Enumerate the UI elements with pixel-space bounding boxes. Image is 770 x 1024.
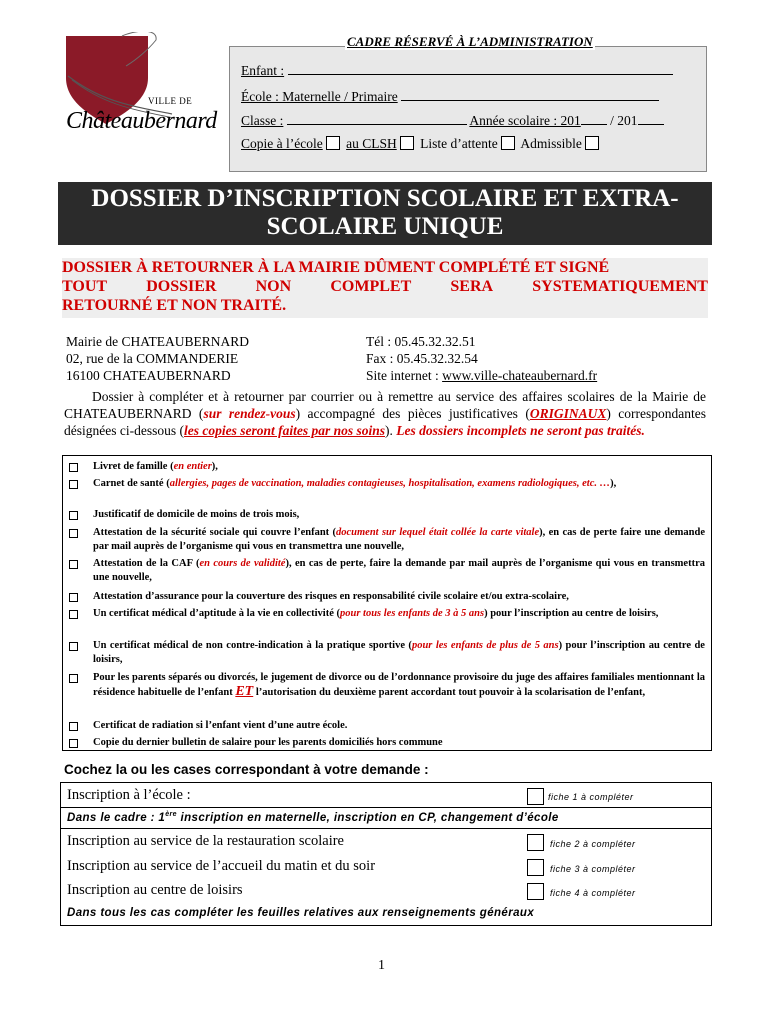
documents-checklist [62,455,712,751]
checklist-square-icon [69,560,78,569]
checklist-square-icon [69,674,78,683]
ecole-context: Dans le cadre : 1ère inscription en maternelle, inscription en CP, changement d’école [67,811,559,824]
copie-label: Copie à l’école [241,136,323,151]
address-line-1: Mairie de CHATEAUBERNARD [66,334,249,349]
clsh-label: au CLSH [346,136,397,151]
request-footer: Dans tous les cas compléter les feuilles relatives aux renseignements généraux [67,907,535,919]
attente-checkbox[interactable] [501,136,515,150]
checklist-square-icon [69,739,78,748]
request-title: Cochez la ou les cases correspondant à votre demande : [64,762,429,777]
request-divider [61,828,711,829]
logo-city-name: Châteaubernard [66,108,217,134]
checklist-item: Certificat de radiation si l’enfant vient d’une autre école. [69,719,705,733]
checklist-item: Copie du dernier bulletin de salaire pour les parents domiciliés hors commune [69,736,705,750]
checklist-item: Pour les parents séparés ou divorcés, le jugement de divorce ou de l’ordonnance provisoire du juge des affaires familiales mentionnant la résidence habituelle de l’enfant ET l’autorisation du deuxième parent accordant tout pouvoir à la scolarisation de l’enfant, [69,671,705,700]
checklist-square-icon [69,610,78,619]
contact-tel: Tél : 05.45.32.32.51 [366,334,476,349]
enfant-field[interactable] [288,62,673,75]
checklist-square-icon [69,642,78,651]
checklist-square-icon [69,722,78,731]
page-number: 1 [378,958,385,973]
checklist-square-icon [69,511,78,520]
annee-sep: / 201 [610,113,638,128]
mairie-contact [366,333,597,384]
admissible-label: Admissible [520,136,582,151]
checklist-item: Attestation d’assurance pour la couverture des risques en responsabilité civile scolaire et/ou extra-scolaire, [69,590,705,604]
ecole-checkbox[interactable] [527,788,544,805]
loisirs-checkbox[interactable] [527,883,544,900]
checklist-item: Un certificat médical d’aptitude à la vie en collectivité (pour tous les enfants de 3 à 5 ans) pour l’inscription au centre de loisirs, [69,607,705,621]
request-divider [61,807,711,808]
request-ecole-label: Inscription à l’école : [67,787,191,803]
admin-copie-row [241,136,602,152]
checklist-item: Un certificat médical de non contre-indication à la pratique sportive (pour les enfants de plus de 5 ans) pour l’inscription au centre de loisirs, [69,639,705,667]
accueil-checkbox[interactable] [527,859,544,876]
request-loisirs-label: Inscription au centre de loisirs [67,882,243,898]
website-link[interactable]: www.ville-chateaubernard.fr [442,368,598,383]
address-line-3: 16100 CHATEAUBERNARD [66,368,231,383]
classe-field[interactable] [287,112,467,125]
notice-line-1: DOSSIER À RETOURNER À LA MAIRIE DÛMENT COMPLÉTÉ ET SIGNÉ [62,259,610,276]
logo-ville-de: VILLE DE [148,96,193,106]
title-line-1: DOSSIER D’INSCRIPTION SCOLAIRE ET EXTRA- [91,185,679,212]
admin-classe-row [241,112,664,129]
fiche-3-label: fiche 3 à compléter [550,864,636,874]
notice-line-2: TOUT DOSSIER NON COMPLET SERA SYSTEMATIQUEMENT [62,278,708,295]
fiche-2-label: fiche 2 à compléter [550,839,636,849]
mairie-address [66,333,249,384]
enfant-label: Enfant : [241,63,285,78]
request-restauration-label: Inscription au service de la restauration scolaire [67,833,344,849]
fiche-1-label: fiche 1 à compléter [548,792,634,802]
admin-ecole-row [241,88,659,105]
contact-fax: Fax : 05.45.32.32.54 [366,351,478,366]
title-line-2: SCOLAIRE UNIQUE [266,213,504,240]
annee-end-field[interactable] [638,112,664,125]
intro-paragraph: Dossier à compléter et à retourner par courrier ou à remettre au service des affaires scolaires de la Mairie de CHATEAUBERNARD (sur rendez-vous) accompagné des pièces justificatives (ORIGINAUX) correspondantes désignées ci-dessous (les copies seront faites par nos soins). Les dossiers incomplets ne seront pas traités. [64,389,707,438]
checklist-square-icon [69,529,78,538]
contact-site: Site internet : www.ville-chateaubernard.fr [366,368,598,383]
checklist-square-icon [69,593,78,602]
checklist-item: Livret de famille (en entier), [69,460,705,474]
annee-label: Année scolaire : 201 [469,113,581,128]
admissible-checkbox[interactable] [585,136,599,150]
document-title [58,182,712,245]
copie-ecole-checkbox[interactable] [326,136,340,150]
checklist-item: Attestation de la sécurité sociale qui couvre l’enfant (document sur lequel était collée la carte vitale), en cas de perte faire une demande par mail auprès de l’organisme qui vous en transmettra une nouvelle, [69,526,705,554]
clsh-checkbox[interactable] [400,136,414,150]
checklist-square-icon [69,463,78,472]
return-notice [62,258,708,318]
attente-label: Liste d’attente [420,136,498,151]
notice-line-3: RETOURNÉ ET NON TRAITÉ. [62,297,287,314]
request-box [60,782,712,926]
checklist-square-icon [69,480,78,489]
admin-enfant-row [241,62,673,79]
fiche-4-label: fiche 4 à compléter [550,888,636,898]
classe-label: Classe : [241,113,284,128]
checklist-item: Carnet de santé (allergies, pages de vaccination, maladies contagieuses, hospitalisation, examens radiologiques, etc. …), [69,477,705,491]
admin-title: CADRE RÉSERVÉ À L’ADMINISTRATION [347,34,593,49]
annee-start-field[interactable] [581,112,607,125]
ecole-label: École : Maternelle / Primaire [241,89,398,104]
checklist-item: Justificatif de domicile de moins de trois mois, [69,508,705,522]
ecole-field[interactable] [401,88,659,101]
request-accueil-label: Inscription au service de l’accueil du matin et du soir [67,858,376,874]
restauration-checkbox[interactable] [527,834,544,851]
checklist-item: Attestation de la CAF (en cours de validité), en cas de perte, faire la demande par mail auprès de l’organisme qui vous en transmettra une nouvelle, [69,557,705,585]
address-line-2: 02, rue de la COMMANDERIE [66,351,239,366]
